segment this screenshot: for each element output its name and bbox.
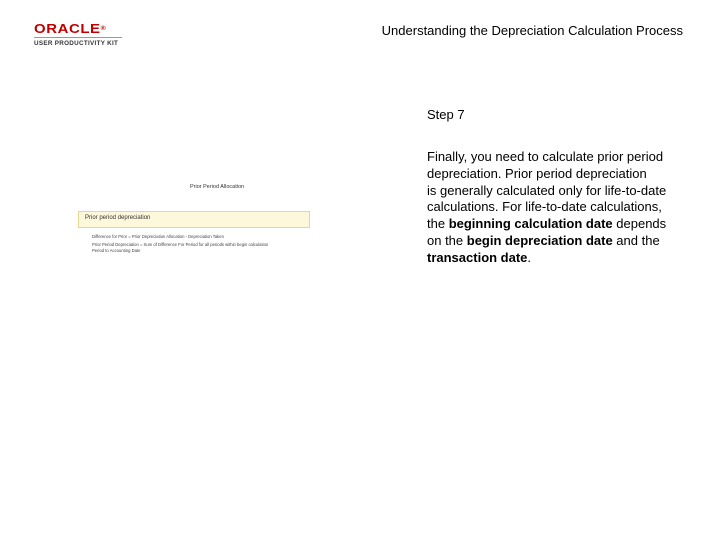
figure-highlight-box <box>78 211 310 228</box>
page-title: Understanding the Depreciation Calculation Process <box>381 23 683 38</box>
figure-formula-line: Prior Period Depreciation = Sum of Difference For Period for all periods within begin calculation <box>92 242 269 247</box>
logo-brand: ORACLE® <box>34 21 107 36</box>
term-beginning-calculation-date: beginning calculation date <box>448 216 613 232</box>
step-text-part: and the <box>612 232 660 248</box>
figure-title: Prior Period Allocation <box>190 184 245 190</box>
step-label: Step 7 <box>427 107 465 122</box>
figure-formula-line: Difference for Prior = Prior Depreciation Allocation - Depreciation Taken <box>92 234 224 239</box>
step-text-part: is generally calculated only for life-to-date calculations. For life-to-date calculations, <box>427 182 667 215</box>
oracle-upk-logo <box>34 22 124 50</box>
step-text-part: the <box>427 216 449 232</box>
term-begin-depreciation-date: begin depreciation date <box>466 232 613 248</box>
step-text-part: depends on the <box>427 216 667 248</box>
logo-subtitle: USER PRODUCTIVITY KIT <box>34 40 119 47</box>
figure-formula-line: Period to Accounting Date <box>92 248 141 253</box>
step-text-part: . <box>527 249 532 265</box>
figure-box-label: Prior period depreciation <box>85 215 151 221</box>
step-text-part: Finally, you need to calculate prior period depreciation. Prior period depreciation <box>427 149 664 181</box>
term-transaction-date: transaction date <box>427 249 528 265</box>
prior-period-allocation-figure <box>78 180 310 260</box>
logo-divider <box>34 37 122 38</box>
step-instruction <box>427 149 667 267</box>
